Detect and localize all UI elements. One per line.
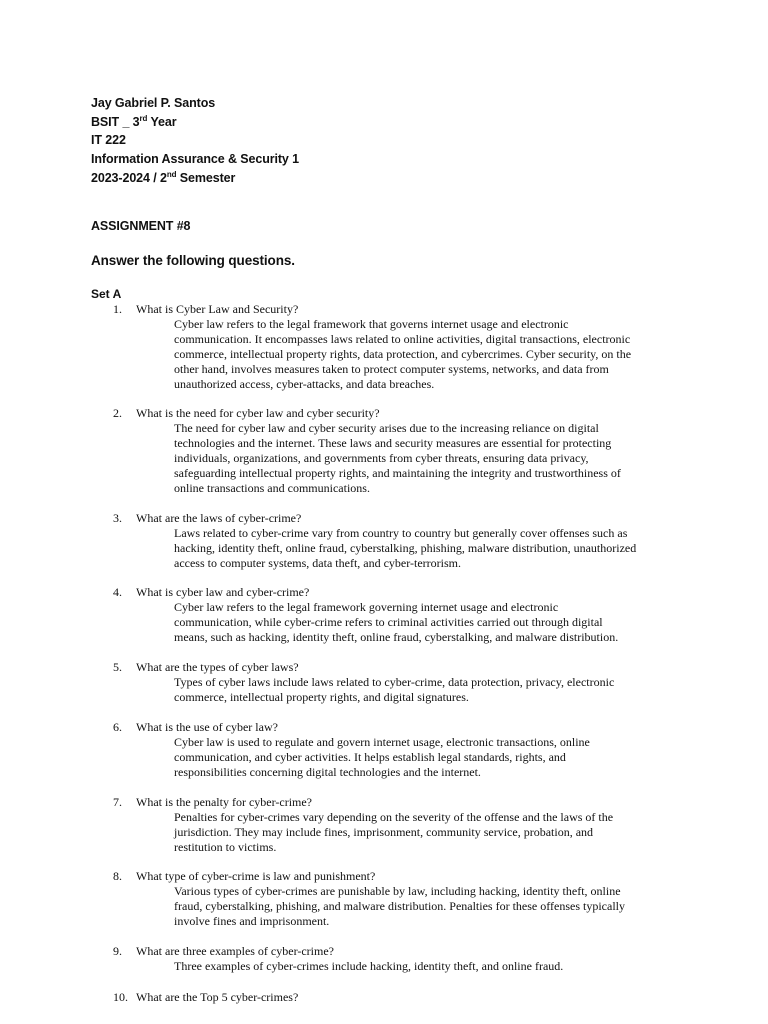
term-superscript: nd xyxy=(166,169,177,179)
answer-text xyxy=(174,675,674,705)
answer-text xyxy=(174,317,674,392)
answer-text xyxy=(174,959,674,974)
question-text: What is the use of cyber law? xyxy=(136,720,278,734)
program-prefix: BSIT _ 3 xyxy=(91,114,140,129)
term-suffix: Semester xyxy=(176,170,236,185)
question-number: 7. xyxy=(113,795,122,809)
answer-text xyxy=(174,810,674,855)
course-code: IT 222 xyxy=(91,133,126,148)
question-text: What is the penalty for cyber-crime? xyxy=(136,795,313,809)
term-prefix: 2023-2024 / 2 xyxy=(91,170,167,185)
program-year xyxy=(91,113,299,132)
question-text: What are the types of cyber laws? xyxy=(136,660,299,674)
answer-text xyxy=(174,884,674,929)
answer-line: individuals, organizations, and governments from cyber threats, ensuring data privacy, xyxy=(174,451,589,465)
question-number: 3. xyxy=(113,511,122,525)
answer-line: means, such as hacking, identity theft, online fraud, cyberstalking, and malware distribution. xyxy=(174,630,619,644)
answer-line: Types of cyber laws include laws related to cyber-crime, data protection, privacy, electronic xyxy=(174,675,615,689)
student-header xyxy=(91,94,299,188)
answer-line: safeguarding intellectual property rights, and maintaining the integrity and trustworthiness of xyxy=(174,466,621,480)
answer-line: communication, and cyber activities. It helps establish legal standards, rights, and xyxy=(174,750,566,764)
course-title: Information Assurance & Security 1 xyxy=(91,152,300,167)
academic-term xyxy=(91,169,299,188)
answer-line: fraud, cyberstalking, phishing, and malware distribution. Penalties for these offenses typically xyxy=(174,899,626,913)
answer-line: unauthorized access, cyber-attacks, and data breaches. xyxy=(174,377,435,391)
answer-line: commerce, intellectual property rights, data protection, and cybercrimes. Cyber security, on the xyxy=(174,347,632,361)
answer-text xyxy=(174,421,674,496)
answer-line: technologies and the internet. These laws and security measures are essential for protecting xyxy=(174,436,612,450)
answer-line: hacking, identity theft, online fraud, cyberstalking, phishing, malware distribution, unauthorized xyxy=(174,541,637,555)
question-number: 5. xyxy=(113,660,122,674)
answer-line: online transactions and communications. xyxy=(174,481,370,495)
answer-line: The need for cyber law and cyber security arises due to the increasing reliance on digital xyxy=(174,421,599,435)
answer-line: jurisdiction. They may include fines, imprisonment, community service, probation, and xyxy=(174,825,594,839)
answer-line: communication, while cyber-crime refers to criminal activities carried out through digital xyxy=(174,615,603,629)
question-number: 4. xyxy=(113,585,122,599)
answer-text xyxy=(174,600,674,645)
answer-line: Three examples of cyber-crimes include hacking, identity theft, and online fraud. xyxy=(174,959,564,973)
question-text: What are the Top 5 cyber-crimes? xyxy=(136,990,299,1004)
answer-line: commerce, intellectual property rights, and digital signatures. xyxy=(174,690,469,704)
question-number: 10. xyxy=(113,990,128,1004)
question-text: What are the laws of cyber-crime? xyxy=(136,511,302,525)
answer-line: Cyber law refers to the legal framework that governs internet usage and electronic xyxy=(174,317,569,331)
program-suffix: Year xyxy=(147,114,177,129)
question-text: What is cyber law and cyber-crime? xyxy=(136,585,310,599)
student-name: Jay Gabriel P. Santos xyxy=(91,96,216,110)
question-text: What type of cyber-crime is law and punishment? xyxy=(136,869,376,883)
question-number: 9. xyxy=(113,944,122,958)
answer-line: restitution to victims. xyxy=(174,840,277,854)
program-superscript: rd xyxy=(139,113,148,123)
answer-line: Laws related to cyber-crime vary from country to country but generally cover offenses such as xyxy=(174,526,628,540)
assignment-title: ASSIGNMENT #8 xyxy=(91,219,191,233)
question-number: 1. xyxy=(113,302,122,316)
answer-line: responsibilities concerning digital technologies and the internet. xyxy=(174,765,481,779)
answer-text xyxy=(174,735,674,780)
instructions: Answer the following questions. xyxy=(91,253,295,268)
question-number: 6. xyxy=(113,720,122,734)
question-text: What is Cyber Law and Security? xyxy=(136,302,299,316)
answer-line: Cyber law refers to the legal framework governing internet usage and electronic xyxy=(174,600,559,614)
question-text: What is the need for cyber law and cyber security? xyxy=(136,406,380,420)
answer-line: communication. It encompasses laws related to online activities, digital transactions, electronic xyxy=(174,332,631,346)
set-label: Set A xyxy=(91,287,122,301)
answer-line: Penalties for cyber-crimes vary depending on the severity of the offense and the laws of the xyxy=(174,810,614,824)
answer-line: access to computer systems, data theft, and cyber-terrorism. xyxy=(174,556,461,570)
answer-line: involve fines and imprisonment. xyxy=(174,914,330,928)
answer-text xyxy=(174,526,674,571)
answer-line: other hand, involves measures taken to protect computer systems, networks, and data from xyxy=(174,362,609,376)
question-number: 8. xyxy=(113,869,122,883)
question-number: 2. xyxy=(113,406,122,420)
answer-line: Cyber law is used to regulate and govern internet usage, electronic transactions, online xyxy=(174,735,590,749)
answer-line: Various types of cyber-crimes are punishable by law, including hacking, identity theft, online xyxy=(174,884,621,898)
question-text: What are three examples of cyber-crime? xyxy=(136,944,334,958)
